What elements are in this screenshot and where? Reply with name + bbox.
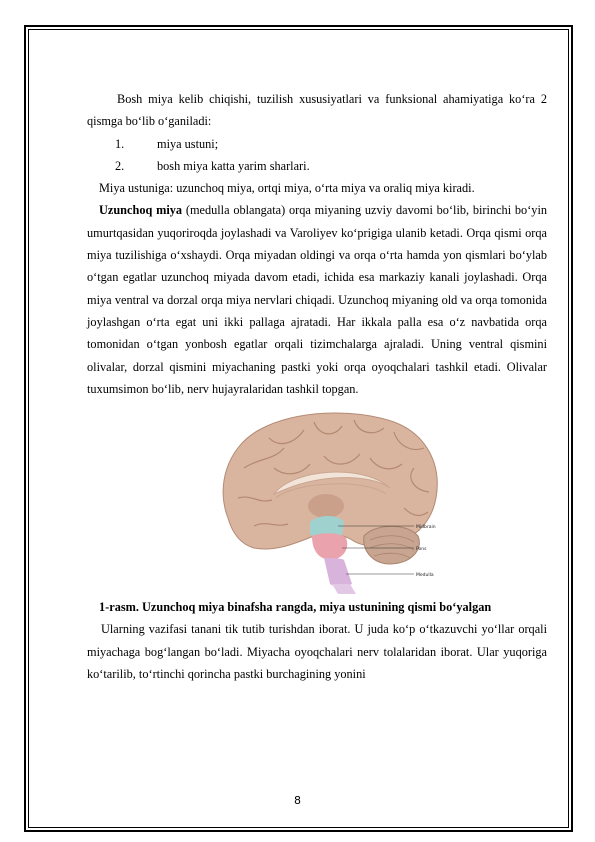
document-body	[87, 88, 547, 685]
list-item	[87, 133, 547, 155]
medulla-paragraph	[87, 199, 547, 400]
medulla-text: (medulla oblangata) orqa miyaning uzviy davomi bo‘lib, birinchi bo‘yin umurtqasidan yuqoriroqda joylashadi va Varoliyev ko‘prigiga ulanib ketadi. Orqa qismi orqa miya tuzilishiga o‘xshaydi. Orqa miyadan oldingi va orqa o‘rta hamda yon qismlari bo‘ylab o‘tgan egatlar uzunchoq miyada davom etadi, ichida esa markaziy kanali joylashadi. Orqa miya ventral va dorzal orqa miya nervlari chiqadi. Uzunchoq miyaning old va orqa tomonida joylashgan o‘rta egat uni ikki pallaga ajratadi. Har ikkala palla esa o‘z navbatida orqa tomonidan o‘tgan yonbosh egatlar orqali tizimchalarga ajraladi. Uning ventral qismini olivalar, dorzal qismini miyachaning pastki yoki orqa oyoqchalari tashkil etadi. Olivalar tuxumsimon bo‘lib, nerv hujayralaridan tashkil topgan.	[87, 203, 548, 396]
medulla-term: Uzunchoq miya	[99, 203, 183, 218]
list-number: 1.	[115, 136, 125, 151]
list-text: miya ustuni;	[157, 136, 219, 151]
page-number: 8	[294, 794, 301, 807]
label-medulla: Medulla	[416, 573, 434, 579]
label-midbrain: Midbrain	[416, 525, 436, 531]
label-pons: Pons	[416, 547, 427, 553]
intro-paragraph: Bosh miya kelib chiqishi, tuzilish xususiyatlari va funksional ahamiyatiga ko‘ra 2 qismga bo‘lib o‘ganiladi:	[87, 92, 547, 129]
brainstem-parts-sentence: Miya ustuniga: uzunchoq miya, ortqi miya, o‘rta miya va oraliq miya kiradi.	[99, 181, 475, 196]
list-item	[87, 155, 547, 177]
brain-illustration	[214, 408, 444, 594]
function-paragraph: Ularning vazifasi tanani tik tutib turishdan iborat. U juda ko‘p o‘tkazuvchi yo‘llar orqali miyachaga bog‘langan bo‘ladi. Miyacha oyoqchalari nerv tolalaridan iborat. Ular yuqoriga ko‘tarilib, to‘rtinchi qorincha pastki burchagining yonini	[87, 622, 547, 682]
figure-caption: 1-rasm. Uzunchoq miya binafsha rangda, miya ustunining qismi bo‘yalgan	[99, 600, 492, 615]
brain-figure	[87, 408, 547, 594]
list-text: bosh miya katta yarim sharlari.	[157, 158, 310, 173]
list-number: 2.	[115, 158, 125, 173]
